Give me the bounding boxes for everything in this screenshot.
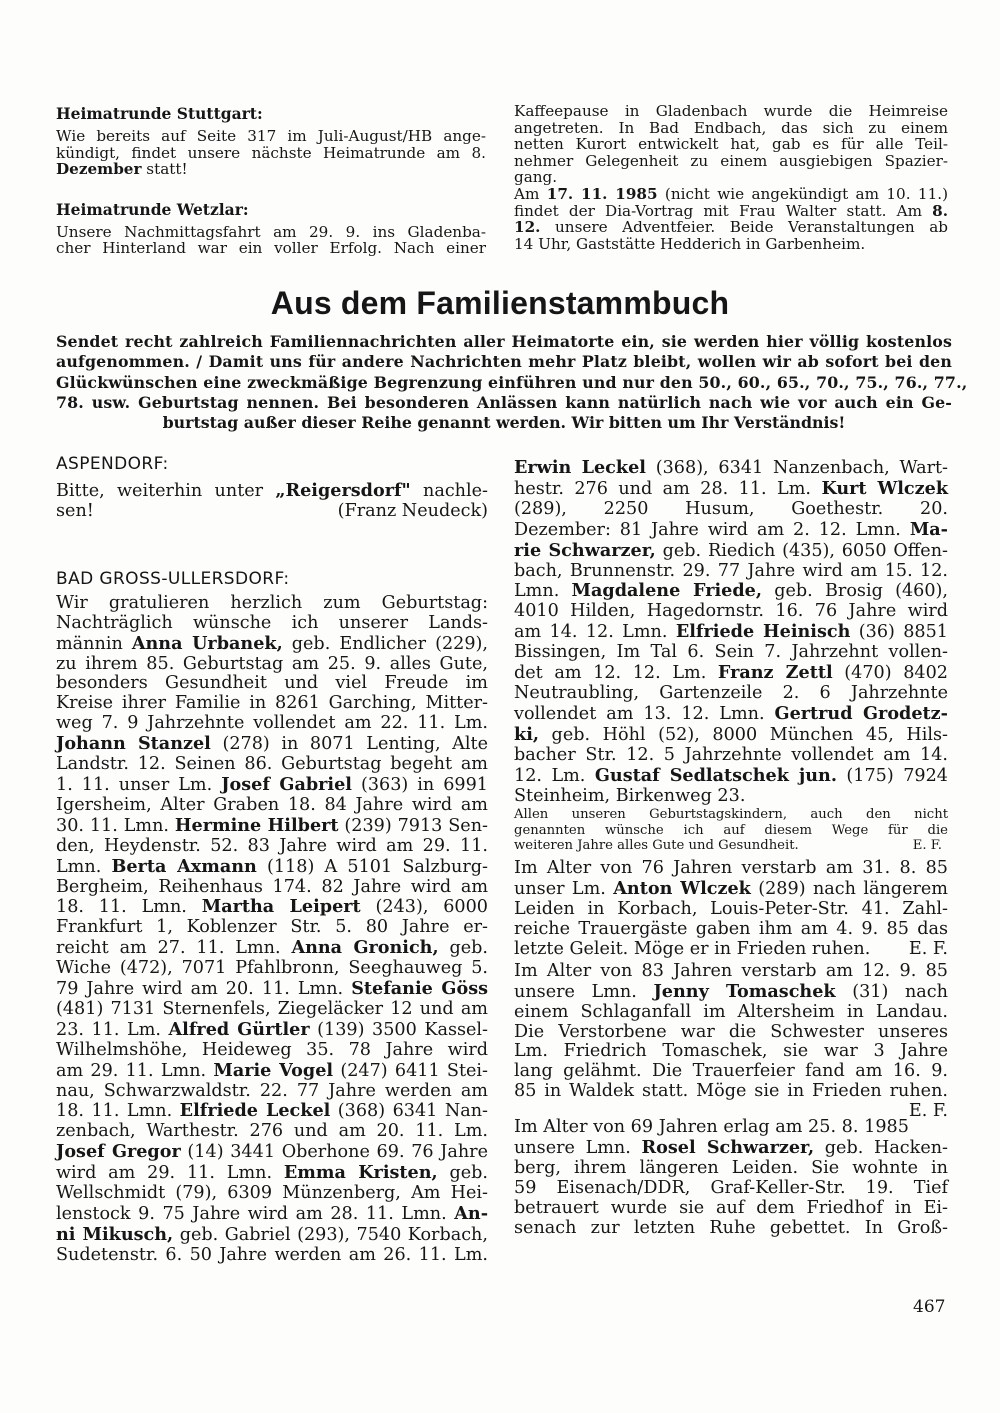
text-line (56, 918, 488, 938)
text-run: Neutraubling, Gartenzeile 2. 6 Jahrzehnte (514, 682, 948, 703)
text-run: lang gelähmt. Die Trauerfeier fand am 16. 9. (514, 1061, 948, 1082)
t6b: 17. 11. 1985 (546, 184, 658, 203)
person-name: Anton Wlczek (613, 878, 751, 900)
text-line (514, 1199, 948, 1219)
text-run: Steinheim, Birkenweg 23. (514, 785, 746, 806)
stuttgart-line-3 (56, 161, 486, 178)
text-run: geb. Endlicher (229), (282, 633, 489, 654)
top-left-block (56, 104, 486, 257)
text-run: 12. Lm. (514, 765, 595, 786)
intro-line-3: Glückwünschen eine zweckmäßige Begrenzung einführen und nur den 50., 60., 65., 70., 75., 76., 77., (56, 372, 968, 392)
text-line (56, 1082, 488, 1102)
text-line (56, 1061, 488, 1082)
text-line (514, 725, 948, 746)
obit2-signature: E. F. (908, 1101, 948, 1122)
text-run: bach, Brunnenstr. 29. 77 Jahre wird am 15. 12. (514, 560, 948, 581)
person-name: Josef Gregor (56, 1141, 181, 1163)
text-line (514, 541, 948, 562)
person-name: An- (454, 1203, 488, 1224)
text-run: weg 7. 9 Jahrzehnte vollendet am 22. 11. Lm. (56, 713, 488, 734)
birthday-note (514, 807, 948, 853)
right-column (514, 458, 948, 1239)
obit1-signature: E. F. (908, 938, 948, 959)
text-run: (139) 3500 Kassel- (309, 1019, 489, 1040)
intro-line-4: 78. usw. Geburtstag nennen. Bei besonderen Anlässen kann natürlich nach wie vor auch ein Ge- (56, 392, 952, 412)
stuttgart-line-3-rest: statt! (141, 160, 188, 179)
text-run: geb. (437, 1163, 489, 1184)
text-run: (247) 6411 Stei- (333, 1060, 488, 1081)
text-line (514, 643, 948, 663)
stuttgart-text (56, 128, 486, 178)
text-run: (368), 6341 Nanzenbach, Wart- (645, 458, 948, 478)
text-run: geb. Höhl (52), 8000 München 45, Hils- (539, 724, 948, 745)
text-run: 79 Jahre wird am 20. 11. Lmn. (56, 979, 352, 1000)
text-line (514, 859, 948, 879)
text-run: Im Alter von 83 Jahren verstarb am 12. 9. 85 (514, 960, 948, 981)
text-run: (14) 3441 Oberhone 69. 76 Jahre (180, 1142, 488, 1163)
text-line (514, 1003, 948, 1023)
t6c: (nicht wie angekündigt am 10. 11.) (657, 184, 948, 203)
text-line (56, 614, 488, 634)
text-line (56, 796, 488, 816)
text-line (56, 1122, 488, 1142)
person-name: Ma- (909, 518, 948, 540)
text-line (514, 900, 948, 920)
text-run: reiche Trauergäste gaben ihm am 4. 9. 85 das (514, 919, 948, 940)
text-line (56, 979, 488, 1000)
top-right-line-5: gang. (514, 168, 558, 187)
text-line (514, 746, 948, 766)
top-right-line-9: 14 Uhr, Gaststätte Hedderich in Garbenheim. (514, 234, 866, 253)
top-right-line-2: angetreten. In Bad Endbach, das sich zu einem (514, 118, 948, 137)
stuttgart-line-2: kündigt, findet unsere nächste Heimatrunde am 8. (56, 143, 486, 162)
text-run: berg, ihrem längeren Leiden. Sie wohnte in (514, 1157, 948, 1178)
text-run: unsere Lmn. (514, 1138, 642, 1159)
person-name: Gertrud Grodetz- (774, 702, 948, 724)
text-run: (289), 2250 Husum, Goethestr. 20. (514, 498, 948, 519)
text-run: 30. 11. Lmn. (56, 815, 175, 836)
text-line (56, 816, 488, 837)
text-run: (36) 8851 (850, 622, 948, 643)
t7b: 8. (932, 201, 948, 220)
text-run: lenstock 9. 75 Jahre wird am 28. 11. Lmn. (56, 1204, 455, 1224)
text-run: Lmn. (514, 581, 572, 602)
text-line (514, 602, 948, 622)
stuttgart-date: Dezember (56, 160, 142, 179)
text-run: (175) 7924 (836, 765, 948, 786)
text-run: geb. Hacken- (814, 1138, 949, 1159)
text-run: vollendet am 13. 12. Lmn. (514, 703, 775, 724)
left-body (56, 594, 488, 1266)
text-line (514, 1042, 948, 1062)
note-last: weiteren Jahre alles Gute und Gesundheit. (514, 838, 799, 853)
text-line (56, 857, 488, 878)
text-line (514, 920, 948, 940)
note-line-2: genannten wünsche ich auf diesem Wege für die (514, 822, 948, 838)
text-run: 59 Eisenach/DDR, Graf-Keller-Str. 19. Tief (514, 1177, 948, 1198)
text-line (56, 1246, 488, 1266)
text-run: Wir gratulieren herzlich zum Geburtstag: (56, 592, 488, 613)
top-right-line-6 (514, 186, 948, 203)
text-line (514, 982, 948, 1003)
text-line (56, 1041, 488, 1061)
bad-gross-ullersdorf-heading: BAD GROSS-ULLERSDORF: (56, 568, 290, 589)
top-right-line-7 (514, 203, 948, 220)
obit1-last (514, 940, 948, 960)
text-line (514, 1219, 948, 1239)
text-line (514, 479, 948, 500)
text-line (514, 766, 948, 787)
text-run: unser Lm. (514, 879, 614, 900)
text-run: Die Verstorbene war die Schwester unseres (514, 1021, 948, 1042)
text-run: (243), 6000 (360, 897, 489, 918)
text-run: 23. 11. Lm. (56, 1019, 169, 1040)
text-line (56, 1225, 488, 1246)
person-name: Erwin Leckel (514, 457, 646, 478)
text-run: (289) nach längerem (750, 879, 948, 900)
wetzlar-line-2: cher Hinterland war ein voller Erfolg. Nach einer (56, 239, 486, 258)
text-run: 85 in Waldek statt. Möge sie in Frieden ruhen. (514, 1081, 948, 1102)
page-number: 467 (913, 1297, 946, 1317)
page-title: Aus dem Familienstammbuch (270, 285, 730, 321)
text-line (514, 1179, 948, 1199)
text-run: 18. 11. Lmn. (56, 1101, 180, 1122)
aspendorf-signature: (Franz Neudeck) (337, 500, 488, 521)
obituary-wlczek (514, 859, 948, 940)
person-name: Rosel Schwarzer, (641, 1137, 815, 1159)
d1last: letzte Geleit. Möge er in Frieden ruhen. (514, 938, 871, 959)
text-run: bacher Str. 12. 5 Jahrzehnte vollendet am 14. (514, 744, 948, 765)
text-run: wird am 29. 11. Lmn. (56, 1163, 284, 1184)
asp1b: „Reigersdorf" (275, 480, 411, 501)
text-run: Nachträglich wünsche ich unserer Lands- (56, 612, 488, 633)
text-line (56, 655, 488, 675)
text-line (56, 1142, 488, 1163)
text-line (56, 1184, 488, 1204)
person-name: Marie Vogel (213, 1059, 334, 1081)
text-run: Frankfurt 1, Koblenzer Str. 5. 80 Jahre er- (56, 917, 488, 938)
top-right-line-1: Kaffeepause in Gladenbach wurde die Heimreise (514, 102, 948, 120)
stuttgart-heading: Heimatrunde Stuttgart: (56, 104, 263, 123)
text-run: Dezember: 81 Jahre wird am 2. 12. Lmn. (514, 519, 910, 540)
text-run: 18. 11. Lmn. (56, 897, 202, 918)
person-name: Johann Stanzel (56, 733, 211, 755)
aspendorf-line-1 (56, 481, 488, 502)
text-run: 4010 Hilden, Hagedornstr. 16. 76 Jahre wird (514, 601, 948, 622)
person-name: Gustaf Sedlatschek jun. (594, 764, 837, 786)
text-run: (481) 7131 Sternenfels, Ziegeläcker 12 und am (56, 998, 488, 1019)
text-line (56, 694, 488, 714)
right-body-birthdays (514, 458, 948, 806)
person-name: Anna Urbanek, (131, 632, 283, 654)
text-run: Igersheim, Alter Graben 18. 84 Jahre wird am (56, 794, 488, 815)
t6a: Am (514, 184, 547, 203)
person-name: ni Mikusch, (56, 1223, 174, 1245)
wetzlar-text (56, 224, 486, 257)
text-run: (118) A 5101 Salzburg- (256, 856, 488, 877)
text-run: den, Heydenstr. 52. 83 Jahre wird am 29. 11. (56, 835, 488, 856)
text-run: männin (56, 633, 132, 654)
text-line (56, 938, 488, 959)
text-line (514, 962, 948, 982)
text-run: Kreise ihrer Familie in 8261 Garching, Mitter- (56, 693, 488, 714)
text-line (514, 1023, 948, 1043)
text-run: am 29. 11. Lmn. (56, 1060, 214, 1081)
text-line (56, 1000, 488, 1020)
note-line-1: Allen unseren Geburtstagskindern, auch den nicht (514, 807, 948, 823)
text-line (56, 634, 488, 655)
text-run: (368) 6341 Nan- (330, 1101, 488, 1122)
text-run: unsere Lmn. (514, 981, 654, 1002)
text-line (56, 1020, 488, 1041)
text-run: am 14. 12. Lmn. (514, 622, 676, 643)
top-right-line-3: netten Kurort entwickelt hat, gab es für alle Teil- (514, 135, 948, 154)
text-run: zu ihrem 85. Geburtstag am 25. 9. alles Gute, (56, 653, 488, 674)
note-line-3 (514, 838, 948, 853)
text-line (514, 1082, 948, 1102)
text-line (56, 837, 488, 857)
person-name: Elfriede Leckel (179, 1100, 331, 1122)
text-run: Sudetenstr. 6. 50 Jahre werden am 26. 11. Lm. (56, 1244, 488, 1265)
text-line (56, 897, 488, 918)
text-run: Im Alter von 69 Jahren erlag am 25. 8. 1985 (514, 1117, 909, 1138)
text-line (56, 878, 488, 898)
text-line (514, 622, 948, 643)
text-line (56, 755, 488, 775)
text-line (56, 959, 488, 979)
person-name: Martha Leipert (201, 896, 361, 918)
text-run: zenbach, Warthestr. 276 und am 20. 11. Lm. (56, 1121, 488, 1142)
top-right-line-4: nehmer Gelegenheit zu einem ausgiebigen Spazier- (514, 151, 948, 170)
text-line (514, 684, 948, 704)
text-line (56, 1101, 488, 1122)
person-name: Berta Axmann (111, 855, 257, 877)
text-line (514, 704, 948, 725)
text-line (514, 1118, 948, 1138)
text-run: Leiden in Korbach, Louis-Peter-Str. 41. Zahl- (514, 899, 948, 920)
text-run: hestr. 276 und am 28. 11. Lm. (514, 478, 822, 499)
text-run: besonders Gesundheit und viel Freude im (56, 673, 488, 694)
text-run: (363) in 6991 (352, 774, 488, 795)
text-run: 1. 11. unser Lm. (56, 774, 222, 795)
person-name: Magdalene Friede, (571, 580, 762, 602)
text-run: Lmn. (56, 856, 112, 877)
text-run: geb. (438, 938, 488, 959)
text-run: Im Alter von 76 Jahren verstarb am 31. 8. 85 (514, 858, 948, 879)
text-run: reicht am 27. 11. Lmn. (56, 938, 292, 959)
text-line (56, 1163, 488, 1184)
top-right-block (514, 103, 948, 252)
t8a: 12. (514, 218, 541, 237)
text-run: Bergheim, Reihenhaus 174. 82 Jahre wird am (56, 876, 488, 897)
person-name: rie Schwarzer, (514, 539, 656, 561)
aspendorf-heading: ASPENDORF: (56, 454, 169, 474)
obituary-schwarzer (514, 1118, 948, 1238)
wetzlar-heading: Heimatrunde Wetzlar: (56, 199, 249, 219)
stuttgart-line-1: Wie bereits auf Seite 317 im Juli-August/HB ange- (56, 127, 486, 145)
text-run: geb. Gabriel (293), 7540 Korbach, (173, 1224, 488, 1245)
text-line (514, 1138, 948, 1159)
note-signature: E. F. (912, 838, 942, 853)
text-run: (470) 8402 (832, 663, 948, 684)
text-run: Wiche (472), 7071 Pfahlbronn, Seeghauweg 5. (56, 958, 488, 979)
asp1c: nachle- (410, 481, 488, 501)
text-line (56, 734, 488, 755)
text-run: betrauert wurde sie auf dem Friedhof in Ei- (514, 1197, 948, 1218)
text-run: Bissingen, Im Tal 6. Sein 7. Jahrzehnt vollen- (514, 642, 948, 663)
left-column (56, 455, 488, 1266)
person-name: Josef Gabriel (221, 773, 352, 795)
asp1a: Bitte, weiterhin unter (56, 481, 276, 501)
t8b: unsere Adventfeier. Beide Veranstaltungen ab (540, 218, 948, 237)
text-line (514, 562, 948, 582)
person-name: Stefanie Göss (351, 978, 488, 1000)
text-run: senach zur letzten Ruhe gebettet. In Groß- (514, 1217, 948, 1238)
text-line (514, 500, 948, 520)
text-line (514, 1062, 948, 1082)
text-line (514, 520, 948, 541)
text-line (56, 714, 488, 734)
person-name: Kurt Wlczek (821, 477, 949, 499)
t7a: findet der Dia-Vortrag mit Frau Walter statt. Am (514, 201, 933, 220)
text-line (56, 674, 488, 694)
intro-paragraph (56, 332, 968, 433)
intro-line-1: Sendet recht zahlreich Familiennachrichten aller Heimatorte ein, sie werden hier völlig kostenlos (56, 332, 952, 351)
text-line (56, 775, 488, 796)
intro-line-2: aufgenommen. / Damit uns für andere Nachrichten mehr Platz bleibt, wollen wir ab sofort bei den (56, 352, 952, 372)
text-run: (239) 7913 Sen- (338, 815, 488, 836)
wetzlar-line-1: Unsere Nachmittagsfahrt am 29. 9. ins Gladenba- (56, 222, 486, 241)
asp2a: sen! (56, 500, 94, 521)
text-run: (31) nach (835, 981, 948, 1002)
text-run: Wellschmidt (79), 6309 Münzenberg, Am Hei- (56, 1183, 488, 1204)
text-run: det am 12. 12. Lm. (514, 663, 718, 684)
text-run: Lm. Friedrich Tomaschek, sie war 3 Jahre (514, 1041, 948, 1062)
text-run: Landstr. 12. Seinen 86. Geburtstag begeht am (56, 754, 488, 775)
person-name: Alfred Gürtler (168, 1018, 310, 1040)
person-name: Jenny Tomaschek (653, 980, 836, 1002)
person-name: Hermine Hilbert (174, 814, 339, 836)
text-run: geb. Riedich (435), 6050 Offen- (655, 540, 948, 561)
text-line (56, 1204, 488, 1225)
person-name: Emma Kristen, (283, 1162, 438, 1184)
text-line (514, 1159, 948, 1179)
text-line (514, 663, 948, 684)
intro-line-5: burtstag außer dieser Reihe genannt werden. Wir bitten um Ihr Verständnis! (162, 413, 846, 433)
person-name: Elfriede Heinisch (675, 621, 851, 643)
top-right-line-8 (514, 219, 948, 236)
text-line (514, 879, 948, 900)
person-name: Franz Zettl (717, 662, 833, 684)
text-line (514, 787, 948, 807)
text-line (514, 458, 948, 479)
person-name: ki, (514, 723, 539, 745)
text-run: nau, Schwarzwaldstr. 22. 77 Jahre werden am (56, 1080, 488, 1101)
text-run: (278) in 8071 Lenting, Alte (210, 734, 488, 755)
obituary-tomaschek (514, 962, 948, 1102)
person-name: Anna Gronich, (291, 937, 439, 959)
text-run: geb. Brosig (460), (762, 581, 948, 602)
text-run: einem Schlaganfall im Altersheim in Landau. (514, 1001, 948, 1022)
text-line (56, 594, 488, 614)
aspendorf-line-2 (56, 502, 488, 522)
text-line (514, 581, 948, 602)
text-run: Wilhelmshöhe, Heideweg 35. 78 Jahre wird (56, 1039, 488, 1060)
